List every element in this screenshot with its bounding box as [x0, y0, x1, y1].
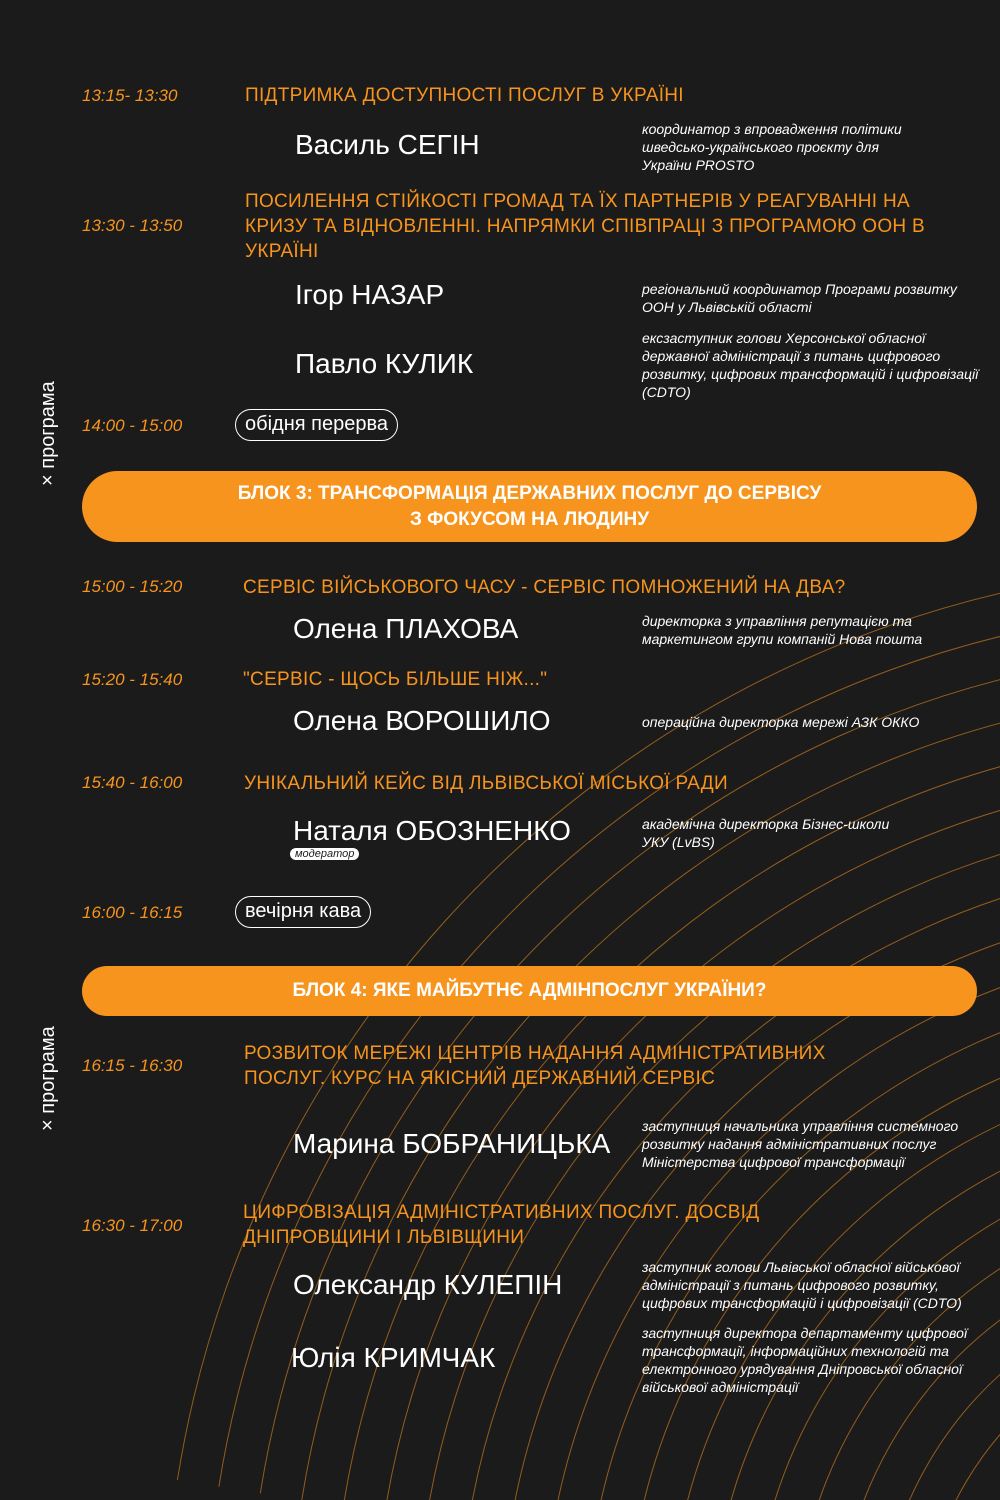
block-banner [82, 471, 977, 542]
session-time: 14:00 - 15:00 [82, 416, 183, 435]
speaker-role: ексзаступник голови Херсонської обласної державної адміністрації з питань цифрового розвитку, цифрових трансформацій і цифровізації (CDTO) [642, 330, 979, 400]
break-pill: вечірня кава [235, 896, 371, 928]
session-title: ПІДТРИМКА ДОСТУПНОСТІ ПОСЛУГ В УКРАЇНІ [245, 85, 684, 106]
session-time: 16:30 - 17:00 [82, 1216, 183, 1235]
speaker-role: заступниця директора департаменту цифрової трансформації, інформаційних технологій та електронного урядування Дніпровської обласної військової адміністрації [642, 1325, 968, 1395]
speaker-role: академічна директорка Бізнес-школи УКУ (LvBS) [642, 816, 890, 850]
speaker-role: регіональний координатор Програми розвитку ООН у Львівській області [642, 281, 957, 315]
session-time: 13:15- 13:30 [82, 86, 178, 105]
session-time: 16:15 - 16:30 [82, 1056, 183, 1075]
session-title: РОЗВИТОК МЕРЕЖІ ЦЕНТРІВ НАДАННЯ АДМІНІСТРАТИВНИХ ПОСЛУГ. КУРС НА ЯКІСНИЙ ДЕРЖАВНИЙ СЕРВІС [244, 1043, 826, 1089]
session-time: 15:40 - 16:00 [82, 773, 183, 792]
block-title-line: З ФОКУСОМ НА ЛЮДИНУ [409, 508, 650, 530]
speaker-role: операційна директорка мережі АЗК ОККО [642, 714, 920, 730]
speaker-name: Олена ВОРОШИЛО [293, 705, 551, 736]
block-title-line: БЛОК 4: ЯКЕ МАЙБУТНЄ АДМІНПОСЛУГ УКРАЇНИ? [292, 980, 767, 1001]
session-title: УНІКАЛЬНИЙ КЕЙС ВІД ЛЬВІВСЬКОЇ МІСЬКОЇ РАДИ [244, 773, 728, 794]
decorative-arc [468, 858, 1000, 1500]
session-time: 15:00 - 15:20 [82, 577, 183, 596]
block-banner [82, 966, 977, 1016]
session-title: "СЕРВІС - ЩОСЬ БІЛЬШЕ НІЖ..." [243, 669, 548, 690]
session-title: ПОСИЛЕННЯ СТІЙКОСТІ ГРОМАД ТА ЇХ ПАРТНЕРІВ У РЕАГУВАННІ НА КРИЗУ ТА ВІДНОВЛЕННІ. НАПРЯМКИ СПІВПРАЦІ З ПРОГРАМОЮ ООН В УКРАЇНІ [245, 191, 925, 262]
side-label-program: × програма [37, 1026, 59, 1131]
break-pill: обідня перерва [235, 409, 398, 441]
speaker-name: Юлія КРИМЧАК [291, 1342, 496, 1373]
speaker-role: заступник голови Львівської обласної військової адміністрації з питань цифрового розвитку, цифрових трансформацій і цифровізації (CDTO) [642, 1259, 962, 1311]
speaker-role: координатор з впровадження політики шведсько-українського проєкту для України PROSTO [642, 121, 902, 173]
speaker-name: Марина БОБРАНИЦЬКА [293, 1128, 611, 1159]
session-title: СЕРВІС ВІЙСЬКОВОГО ЧАСУ - СЕРВІС ПОМНОЖЕНИЙ НА ДВА? [243, 577, 846, 598]
speaker-name: Олександр КУЛЕПІН [293, 1269, 563, 1300]
session-time: 15:20 - 15:40 [82, 670, 183, 689]
session-time: 13:30 - 13:50 [82, 216, 183, 235]
speaker-role: заступниця начальника управління системного розвитку надання адміністративних послуг Міністерства цифрової трансформації [642, 1118, 959, 1170]
session-title: ЦИФРОВІЗАЦІЯ АДМІНІСТРАТИВНИХ ПОСЛУГ. ДОСВІД ДНІПРОВЩИНИ І ЛЬВІВЩИНИ [243, 1202, 760, 1248]
speaker-name: Павло КУЛИК [295, 348, 474, 379]
moderator-badge: модератор [290, 848, 359, 860]
side-label-program: × програма [37, 381, 59, 486]
speaker-role: директорка з управління репутацією та маркетингом групи компаній Нова пошта [642, 613, 923, 647]
speaker-name: Наталя ОБОЗНЕНКО [293, 815, 571, 846]
session-time: 16:00 - 16:15 [82, 903, 183, 922]
speaker-name: Василь СЕГІН [295, 129, 480, 160]
block-title-line: БЛОК 3: ТРАНСФОРМАЦІЯ ДЕРЖАВНИХ ПОСЛУГ ДО СЕРВІСУ [237, 482, 822, 504]
speaker-name: Олена ПЛАХОВА [293, 613, 519, 644]
speaker-name: Ігор НАЗАР [295, 279, 445, 310]
